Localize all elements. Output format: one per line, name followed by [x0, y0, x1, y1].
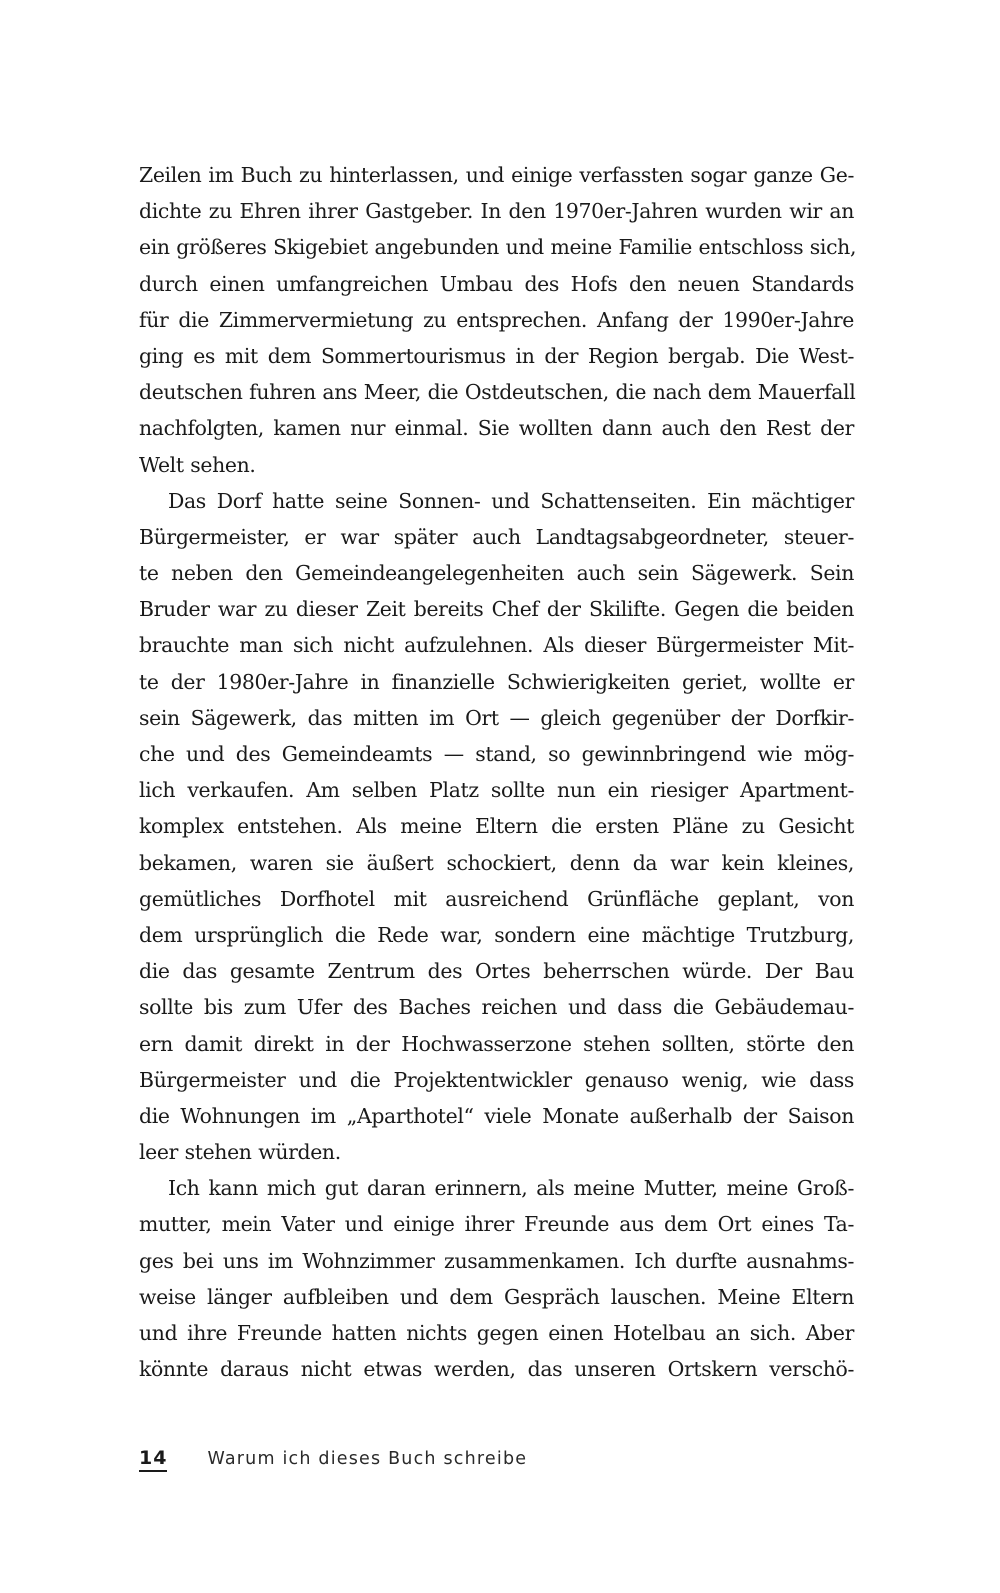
text-line: bekamen, waren sie äußert schockiert, denn da war kein kleines, [139, 850, 854, 875]
text-line: komplex entstehen. Als meine Eltern die ersten Pläne zu Gesicht [139, 814, 854, 839]
text-line: Bürgermeister und die Projektentwickler genauso wenig, wie dass [139, 1067, 854, 1092]
text-line: te der 1980er-Jahre in finanzielle Schwierigkeiten geriet, wollte er [139, 669, 854, 694]
text-line: und ihre Freunde hatten nichts gegen einen Hotelbau an sich. Aber [139, 1321, 854, 1345]
text-line: Bruder war zu dieser Zeit bereits Chef der Skilifte. Gegen die beiden [139, 597, 854, 622]
text-line: nachfolgten, kamen nur einmal. Sie wollten dann auch den Rest der [139, 416, 854, 441]
text-line: Das Dorf hatte seine Sonnen- und Schattenseiten. Ein mächtiger [168, 488, 854, 513]
text-line: lich verkaufen. Am selben Platz sollte nun ein riesiger Apartment- [139, 778, 854, 803]
text-line: Ich kann mich gut daran erinnern, als meine Mutter, meine Groß- [168, 1176, 854, 1201]
text-line: sollte bis zum Ufer des Baches reichen und dass die Gebäudemau- [139, 995, 854, 1020]
text-line: che und des Gemeindeamts — stand, so gewinnbringend wie mög- [139, 742, 854, 766]
body-text [139, 157, 857, 1387]
text-line: dichte zu Ehren ihrer Gastgeber. In den 1970er-Jahren wurden wir an [139, 199, 854, 224]
text-line: die das gesamte Zentrum des Ortes beherrschen würde. Der Bau [139, 959, 854, 984]
text-line: durch einen umfangreichen Umbau des Hofs den neuen Standards [139, 271, 854, 296]
paragraph-1 [139, 157, 857, 483]
text-line: ein größeres Skigebiet angebunden und meine Familie entschloss sich, [139, 235, 857, 260]
text-line: ern damit direkt in der Hochwasserzone stehen sollten, störte den [139, 1031, 854, 1056]
paragraph-2 [139, 483, 854, 1171]
text-line: Zeilen im Buch zu hinterlassen, und einige verfassten sogar ganze Ge- [139, 163, 854, 187]
text-line: sein Sägewerk, das mitten im Ort — gleich gegenüber der Dorfkir- [139, 705, 854, 730]
text-line: leer stehen würden. [139, 1140, 341, 1165]
paragraph-3 [139, 1170, 854, 1387]
text-line: weise länger aufbleiben und dem Gespräch lauschen. Meine Eltern [139, 1284, 854, 1309]
text-line: dem ursprünglich die Rede war, sondern eine mächtige Trutzburg, [139, 922, 854, 947]
text-line: deutschen fuhren ans Meer, die Ostdeutschen, die nach dem Mauerfall [139, 380, 856, 405]
text-line: Bürgermeister, er war später auch Landtagsabgeordneter, steuer- [139, 524, 854, 549]
text-line: die Wohnungen im „Aparthotel“ viele Monate außerhalb der Saison [139, 1103, 854, 1128]
running-title: Warum ich dieses Buch schreibe [207, 1449, 528, 1469]
text-line: brauchte man sich nicht aufzulehnen. Als dieser Bürgermeister Mit- [139, 633, 854, 658]
text-line: gemütliches Dorfhotel mit ausreichend Grünfläche geplant, von [139, 886, 854, 911]
text-line: Welt sehen. [139, 452, 256, 477]
text-line: ges bei uns im Wohnzimmer zusammenkamen. Ich durfte ausnahms- [139, 1248, 854, 1273]
text-line: te neben den Gemeindeangelegenheiten auch sein Sägewerk. Sein [139, 561, 854, 586]
text-line: mutter, mein Vater und einige ihrer Freunde aus dem Ort eines Ta- [139, 1212, 854, 1237]
text-line: für die Zimmervermietung zu entsprechen. Anfang der 1990er-Jahre [139, 307, 854, 332]
page-number: 14 [139, 1447, 167, 1472]
text-line: könnte daraus nicht etwas werden, das unseren Ortskern verschö- [139, 1357, 854, 1382]
text-line: ging es mit dem Sommertourismus in der Region bergab. Die West- [139, 343, 854, 368]
page-footer [139, 1447, 527, 1481]
